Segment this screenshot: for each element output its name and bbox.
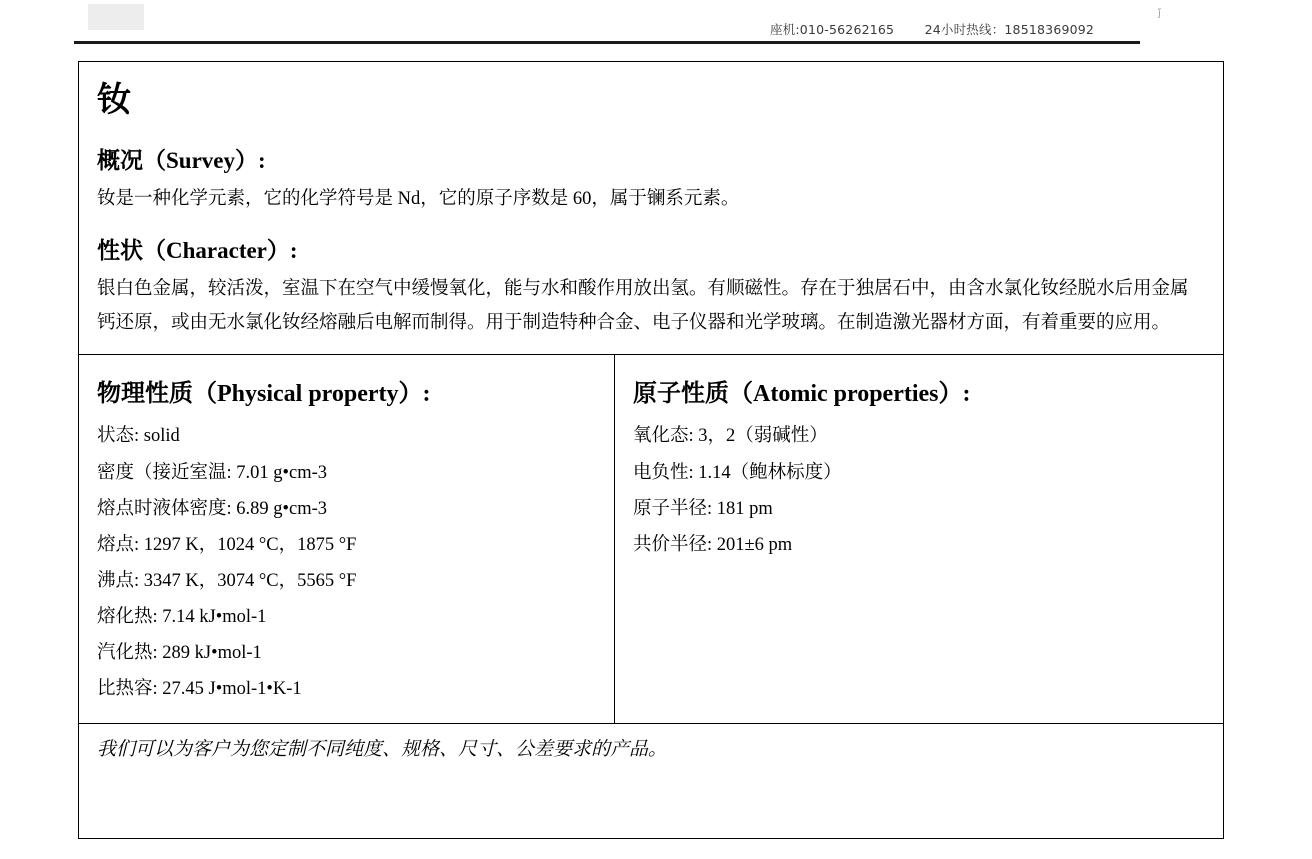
physical-heading-en: （Physical property）:	[193, 381, 431, 408]
atomic-properties-heading	[633, 373, 1205, 408]
physical-properties-heading	[97, 373, 596, 408]
header-corner-mark: ǰ	[1158, 8, 1161, 19]
physical-properties-column	[79, 355, 615, 723]
list-item: 共价半径: 201±6 pm	[633, 534, 793, 555]
list-item: 熔点时液体密度: 6.89 g•cm-3	[97, 498, 328, 519]
character-text: 银白色金属，较活泼，室温下在空气中缓慢氧化，能与水和酸作用放出氢。有顺磁性。存在于独居石中，由含水氯化钕经脱水后用金属钙还原，或由无水氯化钕经熔融后电解而制得。用于制造特种合金、电子仪器和光学玻璃。在制造激光器材方面，有着重要的应用。	[97, 279, 1189, 334]
list-item: 熔点: 1297 K，1024 °C，1875 °F	[97, 534, 357, 555]
list-item: 汽化热: 289 kJ•mol-1	[97, 642, 262, 663]
header-hotline: 24小时热线：18518369092	[924, 22, 1095, 37]
document-frame	[78, 61, 1224, 839]
atomic-heading-en: （Atomic properties）:	[729, 381, 971, 408]
page-header	[0, 0, 1312, 46]
header-contact-info	[770, 20, 1094, 38]
header-phone: 座机:010-56262165	[770, 22, 895, 37]
properties-block	[79, 355, 1223, 724]
atomic-properties-column	[615, 355, 1223, 723]
survey-heading	[97, 146, 1205, 176]
overview-block	[79, 62, 1223, 355]
page-title: 钕	[97, 82, 131, 119]
physical-heading-cn: 物理性质	[97, 381, 193, 408]
character-heading-en: （Character）:	[143, 238, 298, 264]
list-item: 氧化态: 3，2（弱碱性）	[633, 426, 828, 447]
atomic-properties-list	[633, 418, 1205, 562]
list-item: 状态: solid	[97, 426, 180, 447]
list-item: 熔化热: 7.14 kJ•mol-1	[97, 606, 267, 627]
list-item: 密度（接近室温: 7.01 g•cm-3	[97, 462, 328, 483]
list-item: 沸点: 3347 K，3074 °C，5565 °F	[97, 570, 357, 591]
list-item: 比热容: 27.45 J•mol-1•K-1	[97, 678, 302, 699]
header-divider	[74, 41, 1140, 44]
character-heading-cn: 性状	[97, 238, 143, 264]
custom-order-note: 我们可以为客户为您定制不同纯度、规格、尺寸、公差要求的产品。	[97, 738, 668, 760]
character-heading	[97, 236, 1205, 266]
physical-properties-list	[97, 418, 596, 707]
atomic-heading-cn: 原子性质	[633, 381, 729, 408]
survey-text: 钕是一种化学元素，它的化学符号是 Nd，它的原子序数是 60，属于镧系元素。	[97, 188, 740, 209]
list-item: 电负性: 1.14（鲍林标度）	[633, 462, 842, 483]
survey-heading-cn: 概况	[97, 148, 143, 173]
company-logo	[88, 4, 144, 30]
list-item: 原子半径: 181 pm	[633, 498, 773, 519]
survey-heading-en: （Survey）:	[143, 148, 266, 173]
